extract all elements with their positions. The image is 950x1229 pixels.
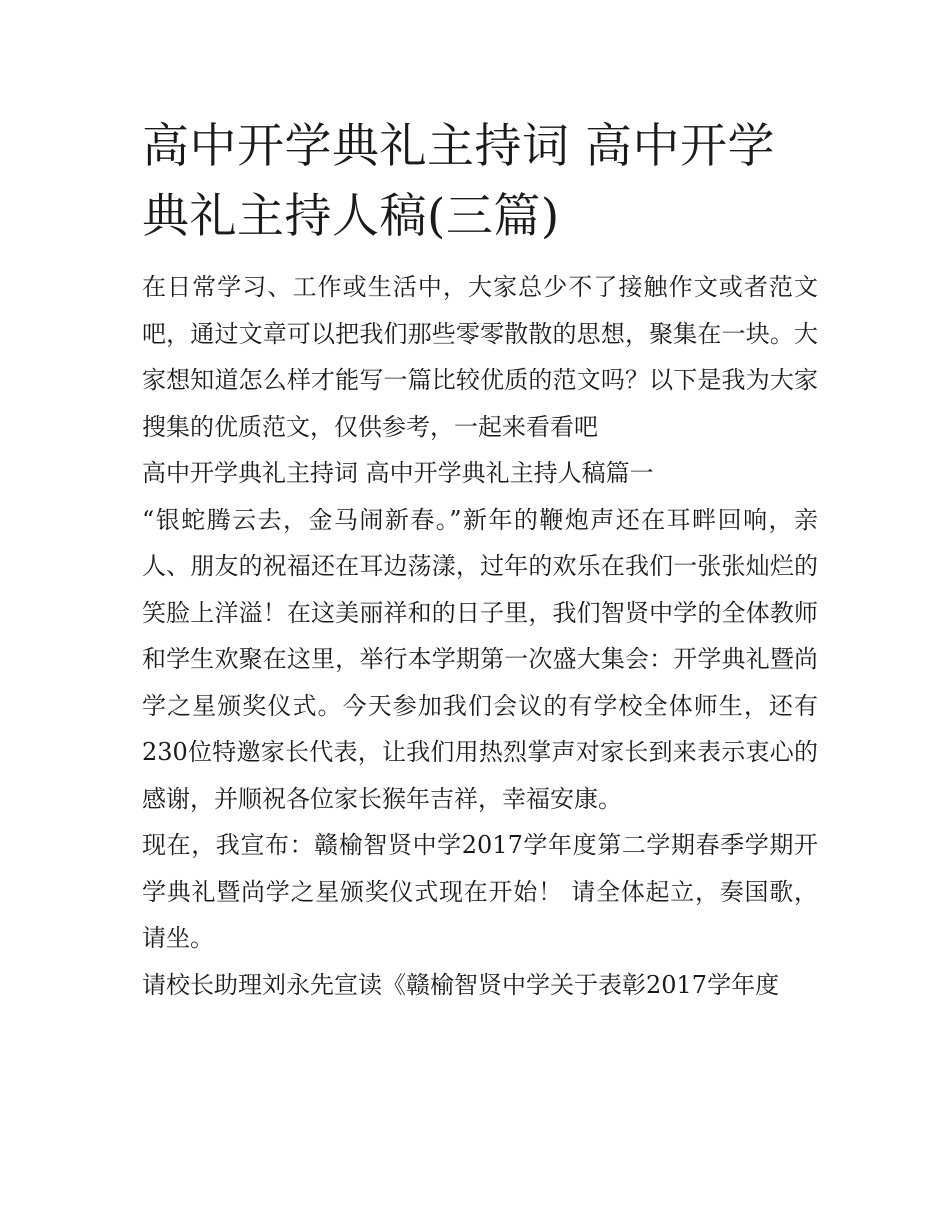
document-body <box>142 264 818 1008</box>
paragraph-opening: “银蛇腾云去，金马闹新春。”新年的鞭炮声还在耳畔回响，亲人、朋友的祝福还在耳边荡漾，过年的欢乐在我们一张张灿烂的笑脸上洋溢！在这美丽祥和的日子里，我们智贤中学的全体教师和学生欢聚在这里，举行本学期第一次盛大集会：开学典礼暨尚学之星颁奖仪式。今天参加我们会议的有学校全体师生，还有230位特邀家长代表，让我们用热烈掌声对家长到来表示衷心的感谢，并顺祝各位家长猴年吉祥，幸福安康。 <box>142 505 818 813</box>
document-page <box>142 112 818 1008</box>
document-title: 高中开学典礼主持词 高中开学典礼主持人稿(三篇) <box>142 119 775 244</box>
paragraph-intro: 在日常学习、工作或生活中，大家总少不了接触作文或者范文吧，通过文章可以把我们那些零零散散的思想，聚集在一块。大家想知道怎么样才能写一篇比较优质的范文吗？以下是我为大家搜集的优质范文，仅供参考，一起来看看吧 <box>142 273 818 441</box>
paragraph-announcement: 现在，我宣布：赣榆智贤中学2017学年度第二学期春季学期开学典礼暨尚学之星颁奖仪式现在开始！ 请全体起立，奏国歌，请坐。 <box>142 831 818 952</box>
section-heading: 高中开学典礼主持词 高中开学典礼主持人稿篇一 <box>142 459 654 487</box>
paragraph-reading: 请校长助理刘永先宣读《赣榆智贤中学关于表彰2017学年度 <box>142 970 780 999</box>
